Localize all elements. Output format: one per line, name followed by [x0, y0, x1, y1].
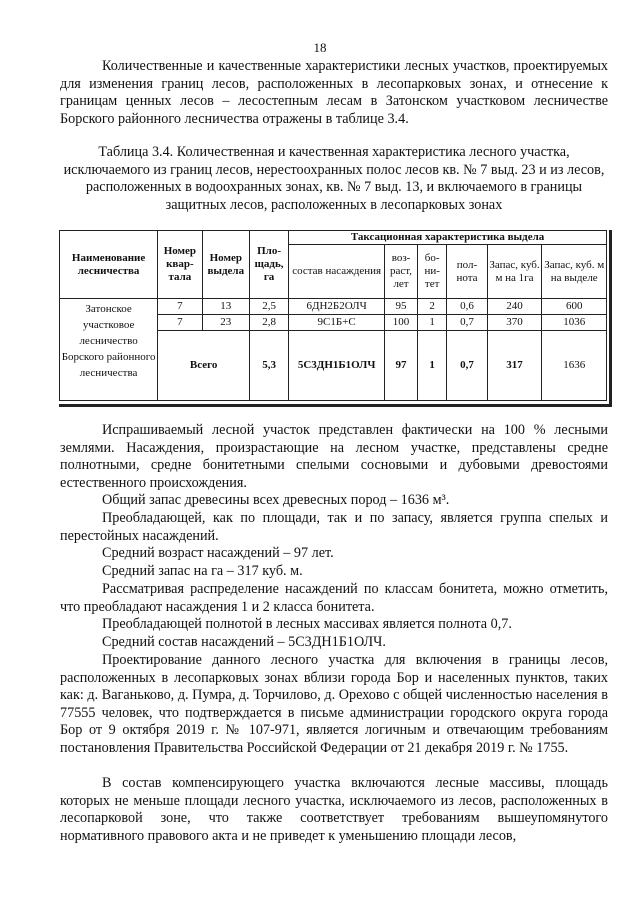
cell-bonitet: 2: [417, 299, 447, 315]
total-age: 97: [385, 331, 418, 401]
paragraph-land: Испрашиваемый лесной участок представлен фактически на 100 % лесными землями. Насаждения, произрастающие на лесном участке, представлены средне полнотными, средне бонитетными спелыми сосновыми и дубовыми древостоями естественного происхождения.: [60, 422, 608, 491]
forest-data-table: [59, 230, 607, 401]
header-area: Пло-щадь, га: [250, 231, 289, 299]
header-density: пол-нота: [447, 245, 487, 299]
cell-stock-total: 1036: [542, 315, 607, 331]
table-row: [60, 299, 607, 315]
paragraph-design: Проектирование данного лесного участка для включения в границы лесов, расположенных в лесопарковых зонах вблизи города Бор и населенных пунктов, таких как: д. Ваганьково, д. Пумра, д. Торчилово, д. Орехово с общей численностью населения в 77555 человек, что подтверждается в письме администрации городского округа города Бор от 9 октября 2019 г. № 107-971, является логичным и отвечающим требованиям постановления Правительства Российской Федерации от 21 декабря 2019 г. № 1755.: [60, 652, 608, 756]
cell-stock-total: 600: [542, 299, 607, 315]
cell-age: 95: [385, 299, 418, 315]
cell-composition: 6ДН2Б2ОЛЧ: [289, 299, 385, 315]
cell-section: 23: [202, 315, 250, 331]
total-bonitet: 1: [417, 331, 447, 401]
paragraph-avg-composition: Средний состав насаждений – 5С3ДН1Б1ОЛЧ.: [102, 634, 386, 650]
header-stock-total: Запас, куб. м на выделе: [542, 245, 607, 299]
cell-bonitet: 1: [417, 315, 447, 331]
cell-stock-per-ha: 370: [487, 315, 542, 331]
header-forestry: Наименование лесничества: [60, 231, 158, 299]
cell-composition: 9С1Б+С: [289, 315, 385, 331]
data-table-frame: [59, 230, 612, 407]
cell-quarter: 7: [158, 299, 202, 315]
paragraph-compensation: В состав компенсирующего участка включаются лесные массивы, площадь которых не меньше площади лесного участка, исключаемого из лесов, расположенных в лесопарковой зоне, что также соответствует требованиям вышеупомянутого нормативного правового акта и не приведет к уменьшению площади лесов,: [60, 775, 608, 844]
total-stock-per-ha: 317: [487, 331, 542, 401]
cell-age: 100: [385, 315, 418, 331]
header-section: Номер выдела: [202, 231, 250, 299]
paragraph-density: Преобладающей полнотой в лесных массивах является полнота 0,7.: [102, 616, 512, 632]
total-label: Всего: [158, 331, 250, 401]
header-composition: состав насаждения: [289, 245, 385, 299]
cell-area: 2,5: [250, 299, 289, 315]
cell-area: 2,8: [250, 315, 289, 331]
cell-quarter: 7: [158, 315, 202, 331]
paragraph-bonitet: Рассматривая распределение насаждений по классам бонитета, можно отметить, что преобладают насаждения 1 и 2 класса бонитета.: [60, 581, 608, 615]
header-age: воз-раст, лет: [385, 245, 418, 299]
cell-stock-per-ha: 240: [487, 299, 542, 315]
paragraph-avg-age: Средний возраст насаждений – 97 лет.: [102, 545, 334, 561]
paragraph-total-stock: Общий запас древесины всех древесных пород – 1636 м³.: [102, 492, 450, 508]
header-bonitet: бо-ни-тет: [417, 245, 447, 299]
paragraph-dominant-group: Преобладающей, как по площади, так и по запасу, является группа спелых и перестойных насаждений.: [60, 510, 608, 544]
header-taxation-group: Таксационная характеристика выдела: [289, 231, 607, 245]
total-area: 5,3: [250, 331, 289, 401]
total-composition: 5С3ДН1Б1ОЛЧ: [289, 331, 385, 401]
page-number: 18: [313, 40, 327, 55]
paragraph-avg-stock: Средний запас на га – 317 куб. м.: [102, 563, 303, 579]
header-stock-per-ha: Запас, куб. м на 1га: [487, 245, 542, 299]
header-quarter: Номер квар-тала: [158, 231, 202, 299]
cell-density: 0,6: [447, 299, 487, 315]
table-caption: Таблица 3.4. Количественная и качественная характеристика лесного участка, исключаемого из границ лесов, нерестоохранных полос лесов кв. № 7 выд. 23 и из лесов, расположенных в водоохранных зонах, кв. № 7 выд. 13, и включаемого в границы защитных лесов, расположенных в лесопарковых зонах: [63, 144, 605, 213]
total-density: 0,7: [447, 331, 487, 401]
total-stock-total: 1636: [542, 331, 607, 401]
cell-section: 13: [202, 299, 250, 315]
intro-paragraph: Количественные и качественные характеристики лесных участков, проектируемых для изменения границ лесов, расположенных в лесопарковых зонах, и отнесение к границам ценных лесов – лесостепным лесам в Затонском участковом лесничестве Борского районного лесничества отражены в таблице 3.4.: [60, 58, 608, 127]
forestry-name: Затонское участковое лесничество Борского районного лесничества: [60, 299, 158, 401]
cell-density: 0,7: [447, 315, 487, 331]
